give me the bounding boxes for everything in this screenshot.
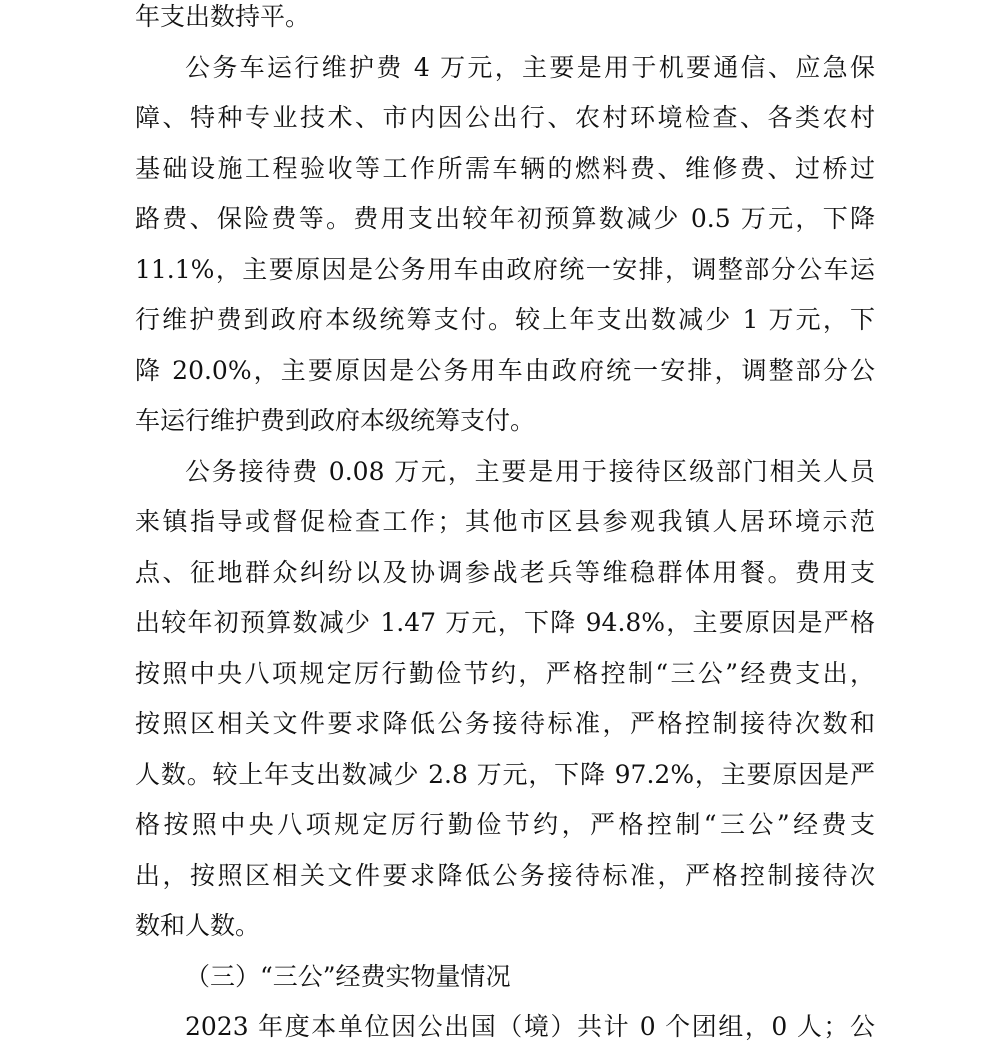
paragraph-line: 行维护费到政府本级统筹支付。较上年支出数减少 1 万元，下 — [135, 305, 875, 334]
paragraph-line: 格按照中央八项规定厉行勤俭节约，严格控制“三公”经费支 — [135, 810, 875, 839]
paragraph-line: 公务接待费 0.08 万元，主要是用于接待区级部门相关人员 — [185, 456, 875, 486]
paragraph-line: 出，按照区相关文件要求降低公务接待标准，严格控制接待次 — [135, 860, 875, 890]
paragraph-line: 路费、保险费等。费用支出较年初预算数减少 0.5 万元，下降 — [135, 204, 875, 233]
paragraph-line: 按照中央八项规定厉行勤俭节约，严格控制“三公”经费支出， — [135, 658, 875, 688]
paragraph-line: 公务车运行维护费 4 万元，主要是用于机要通信、应急保 — [185, 52, 875, 82]
paragraph-line: 车运行维护费到政府本级统筹支付。 — [135, 406, 536, 435]
paragraph-line: 人数。较上年支出数减少 2.8 万元，下降 97.2%，主要原因是严 — [135, 759, 875, 789]
paragraph-line: 基础设施工程验收等工作所需车辆的燃料费、维修费、过桥过 — [135, 153, 875, 183]
paragraph-line: 11.1%，主要原因是公务用车由政府统一安排，调整部分公车运 — [135, 254, 875, 284]
paragraph-line: 2023 年度本单位因公出国（境）共计 0 个团组，0 人；公 — [185, 1012, 875, 1041]
paragraph-line: 年支出数持平。 — [135, 2, 311, 31]
document-page — [135, 0, 875, 1053]
paragraph-line: 出较年初预算数减少 1.47 万元，下降 94.8%，主要原因是严格 — [135, 608, 875, 637]
paragraph-line: 障、特种专业技术、市内因公出行、农村环境检查、各类农村 — [135, 103, 875, 132]
paragraph-line: 点、征地群众纠纷以及协调参战老兵等维稳群体用餐。费用支 — [135, 557, 875, 587]
paragraph-line: 降 20.0%，主要原因是公务用车由政府统一安排，调整部分公 — [135, 355, 875, 385]
paragraph-line: 按照区相关文件要求降低公务接待标准，严格控制接待次数和 — [135, 709, 875, 738]
section-heading: （三）“三公”经费实物量情况 — [185, 961, 511, 991]
paragraph-line: 来镇指导或督促检查工作；其他市区县参观我镇人居环境示范 — [135, 507, 875, 536]
paragraph-line: 数和人数。 — [135, 911, 261, 940]
